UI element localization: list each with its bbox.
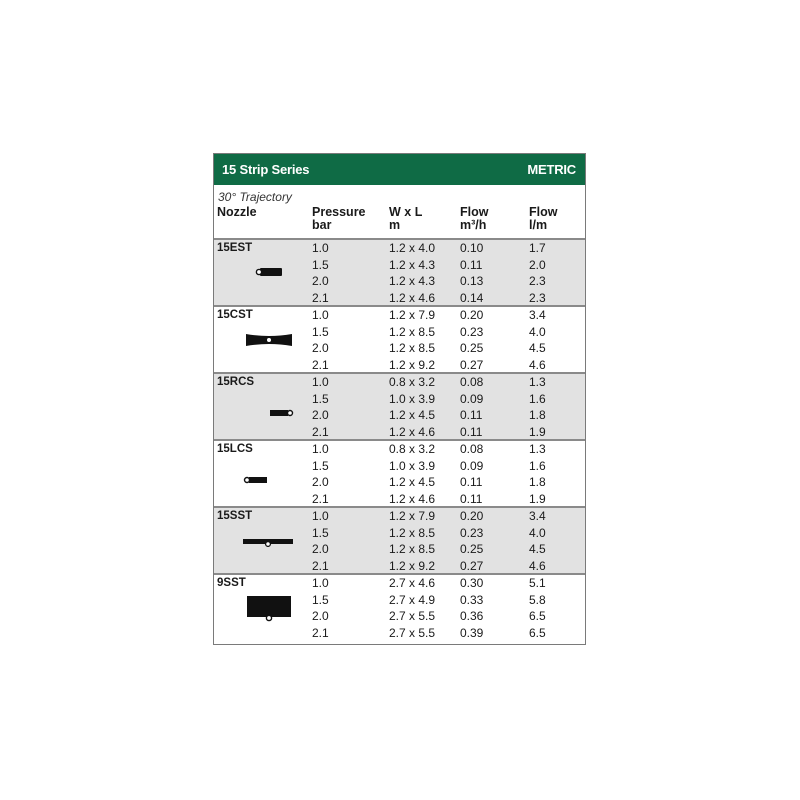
nozzle-group xyxy=(214,238,585,305)
flow-lm-cell: 1.6 xyxy=(529,391,546,406)
column-header-flow-m3h: Flow xyxy=(460,205,489,219)
flow-lm-cell: 5.1 xyxy=(529,576,546,590)
flow-lm-cell: 4.0 xyxy=(529,525,546,540)
flow-lm-cell: 1.9 xyxy=(529,491,546,506)
table-row xyxy=(214,307,585,324)
coverage-cell: 2.7 x 5.5 xyxy=(389,625,436,640)
coverage-cell: 0.8 x 3.2 xyxy=(389,442,436,456)
flow-m3h-cell: 0.36 xyxy=(460,609,484,623)
flow-m3h-cell: 0.10 xyxy=(460,241,484,255)
flow-m3h-cell: 0.25 xyxy=(460,542,484,556)
coverage-cell: 1.2 x 7.9 xyxy=(389,308,436,322)
table-row xyxy=(214,441,585,458)
pressure-cell: 2.1 xyxy=(312,558,329,573)
pressure-cell: 1.5 xyxy=(312,324,329,339)
table-title: 15 Strip Series xyxy=(222,162,310,177)
pressure-cell: 2.1 xyxy=(312,424,329,439)
flow-lm-cell: 3.4 xyxy=(529,509,546,523)
coverage-cell: 1.0 x 3.9 xyxy=(389,391,436,406)
nozzle-name: 15SST xyxy=(217,510,253,522)
flow-lm-cell: 1.3 xyxy=(529,375,546,389)
coverage-cell: 1.2 x 7.9 xyxy=(389,509,436,523)
column-header-pressure: Pressure xyxy=(312,205,366,219)
pressure-cell: 1.0 xyxy=(312,241,329,255)
table-row xyxy=(214,290,585,307)
flow-lm-cell: 1.8 xyxy=(529,408,546,422)
column-header-pressure-unit: bar xyxy=(312,218,332,232)
flow-m3h-cell: 0.11 xyxy=(460,491,483,506)
flow-m3h-cell: 0.30 xyxy=(460,576,484,590)
flow-m3h-cell: 0.23 xyxy=(460,324,484,339)
flow-lm-cell: 6.5 xyxy=(529,625,546,640)
nozzle-name: 15CST xyxy=(217,309,253,321)
pressure-cell: 1.0 xyxy=(312,375,329,389)
nozzle-name: 9SST xyxy=(217,577,246,589)
flow-m3h-cell: 0.08 xyxy=(460,442,484,456)
coverage-cell: 1.2 x 9.2 xyxy=(389,558,436,573)
flow-m3h-cell: 0.14 xyxy=(460,290,484,305)
pressure-cell: 2.0 xyxy=(312,408,329,422)
flow-lm-cell: 5.8 xyxy=(529,592,546,607)
nozzle-name: 15RCS xyxy=(217,376,255,388)
coverage-cell: 1.2 x 4.3 xyxy=(389,257,436,272)
column-header-flow-m3h-unit: m³/h xyxy=(460,218,487,232)
nozzle-name: 15EST xyxy=(217,242,253,254)
flow-lm-cell: 4.5 xyxy=(529,341,546,355)
table-row xyxy=(214,340,585,357)
pressure-cell: 1.5 xyxy=(312,257,329,272)
pressure-cell: 1.5 xyxy=(312,525,329,540)
pressure-cell: 2.0 xyxy=(312,475,329,489)
coverage-cell: 1.2 x 9.2 xyxy=(389,357,436,372)
coverage-cell: 1.2 x 4.5 xyxy=(389,408,436,422)
table-row xyxy=(214,608,585,625)
table-row xyxy=(214,357,585,374)
pressure-cell: 1.0 xyxy=(312,509,329,523)
pressure-cell: 2.0 xyxy=(312,341,329,355)
coverage-cell: 1.2 x 8.5 xyxy=(389,542,436,556)
table-header-bar xyxy=(214,154,585,185)
flow-m3h-cell: 0.20 xyxy=(460,308,484,322)
pressure-cell: 1.0 xyxy=(312,308,329,322)
pressure-cell: 2.0 xyxy=(312,274,329,288)
flow-lm-cell: 4.6 xyxy=(529,558,546,573)
column-header-wxl: W x L xyxy=(389,205,423,219)
table-row xyxy=(214,558,585,575)
coverage-cell: 1.2 x 8.5 xyxy=(389,341,436,355)
flow-lm-cell: 3.4 xyxy=(529,308,546,322)
table-row xyxy=(214,407,585,424)
table-body xyxy=(214,238,585,640)
table-row xyxy=(214,474,585,491)
coverage-cell: 1.0 x 3.9 xyxy=(389,458,436,473)
pressure-cell: 1.0 xyxy=(312,442,329,456)
flow-m3h-cell: 0.27 xyxy=(460,357,484,372)
column-header-flow-lm: Flow xyxy=(529,205,558,219)
flow-lm-cell: 4.6 xyxy=(529,357,546,372)
column-headers xyxy=(214,206,585,238)
flow-lm-cell: 6.5 xyxy=(529,609,546,623)
pressure-cell: 1.5 xyxy=(312,391,329,406)
unit-system-label: METRIC xyxy=(527,162,576,177)
nozzle-name: 15LCS xyxy=(217,443,253,455)
coverage-cell: 1.2 x 4.3 xyxy=(389,274,436,288)
nozzle-group xyxy=(214,506,585,573)
flow-lm-cell: 4.0 xyxy=(529,324,546,339)
table-row xyxy=(214,240,585,257)
table-row xyxy=(214,324,585,341)
table-row xyxy=(214,541,585,558)
table-row xyxy=(214,491,585,508)
coverage-cell: 1.2 x 4.6 xyxy=(389,491,436,506)
flow-m3h-cell: 0.09 xyxy=(460,391,484,406)
flow-lm-cell: 2.0 xyxy=(529,257,546,272)
table-row xyxy=(214,374,585,391)
nozzle-group xyxy=(214,305,585,372)
coverage-cell: 1.2 x 4.5 xyxy=(389,475,436,489)
pressure-cell: 1.5 xyxy=(312,458,329,473)
flow-m3h-cell: 0.25 xyxy=(460,341,484,355)
table-row xyxy=(214,257,585,274)
flow-lm-cell: 1.8 xyxy=(529,475,546,489)
coverage-cell: 1.2 x 4.6 xyxy=(389,424,436,439)
coverage-cell: 2.7 x 4.6 xyxy=(389,576,436,590)
flow-m3h-cell: 0.08 xyxy=(460,375,484,389)
flow-m3h-cell: 0.33 xyxy=(460,592,484,607)
flow-lm-cell: 4.5 xyxy=(529,542,546,556)
pressure-cell: 2.1 xyxy=(312,625,329,640)
coverage-cell: 0.8 x 3.2 xyxy=(389,375,436,389)
pressure-cell: 2.1 xyxy=(312,290,329,305)
flow-lm-cell: 1.3 xyxy=(529,442,546,456)
flow-m3h-cell: 0.11 xyxy=(460,424,483,439)
flow-lm-cell: 1.7 xyxy=(529,241,546,255)
coverage-cell: 1.2 x 4.0 xyxy=(389,241,436,255)
flow-m3h-cell: 0.27 xyxy=(460,558,484,573)
table-row xyxy=(214,391,585,408)
flow-lm-cell: 2.3 xyxy=(529,290,546,305)
flow-lm-cell: 1.9 xyxy=(529,424,546,439)
table-row xyxy=(214,575,585,592)
flow-m3h-cell: 0.20 xyxy=(460,509,484,523)
flow-m3h-cell: 0.39 xyxy=(460,625,484,640)
pressure-cell: 2.0 xyxy=(312,609,329,623)
table-row xyxy=(214,592,585,609)
pressure-cell: 1.5 xyxy=(312,592,329,607)
flow-m3h-cell: 0.09 xyxy=(460,458,484,473)
nozzle-performance-table xyxy=(213,153,586,645)
nozzle-group xyxy=(214,573,585,640)
coverage-cell: 1.2 x 8.5 xyxy=(389,525,436,540)
nozzle-group xyxy=(214,372,585,439)
column-header-nozzle: Nozzle xyxy=(217,205,257,219)
pressure-cell: 2.0 xyxy=(312,542,329,556)
pressure-cell: 2.1 xyxy=(312,357,329,372)
table-row xyxy=(214,508,585,525)
flow-m3h-cell: 0.11 xyxy=(460,475,483,489)
table-row xyxy=(214,625,585,642)
trajectory-label: 30° Trajectory xyxy=(218,190,292,204)
coverage-cell: 2.7 x 4.9 xyxy=(389,592,436,607)
table-row xyxy=(214,525,585,542)
nozzle-group xyxy=(214,439,585,506)
coverage-cell: 1.2 x 8.5 xyxy=(389,324,436,339)
flow-m3h-cell: 0.11 xyxy=(460,408,483,422)
flow-lm-cell: 1.6 xyxy=(529,458,546,473)
table-row xyxy=(214,273,585,290)
column-header-wxl-unit: m xyxy=(389,218,401,232)
flow-m3h-cell: 0.13 xyxy=(460,274,484,288)
flow-m3h-cell: 0.11 xyxy=(460,257,483,272)
table-row xyxy=(214,424,585,441)
column-header-flow-lm-unit: l/m xyxy=(529,218,548,232)
flow-m3h-cell: 0.23 xyxy=(460,525,484,540)
flow-lm-cell: 2.3 xyxy=(529,274,546,288)
table-row xyxy=(214,458,585,475)
pressure-cell: 1.0 xyxy=(312,576,329,590)
coverage-cell: 2.7 x 5.5 xyxy=(389,609,436,623)
pressure-cell: 2.1 xyxy=(312,491,329,506)
coverage-cell: 1.2 x 4.6 xyxy=(389,290,436,305)
